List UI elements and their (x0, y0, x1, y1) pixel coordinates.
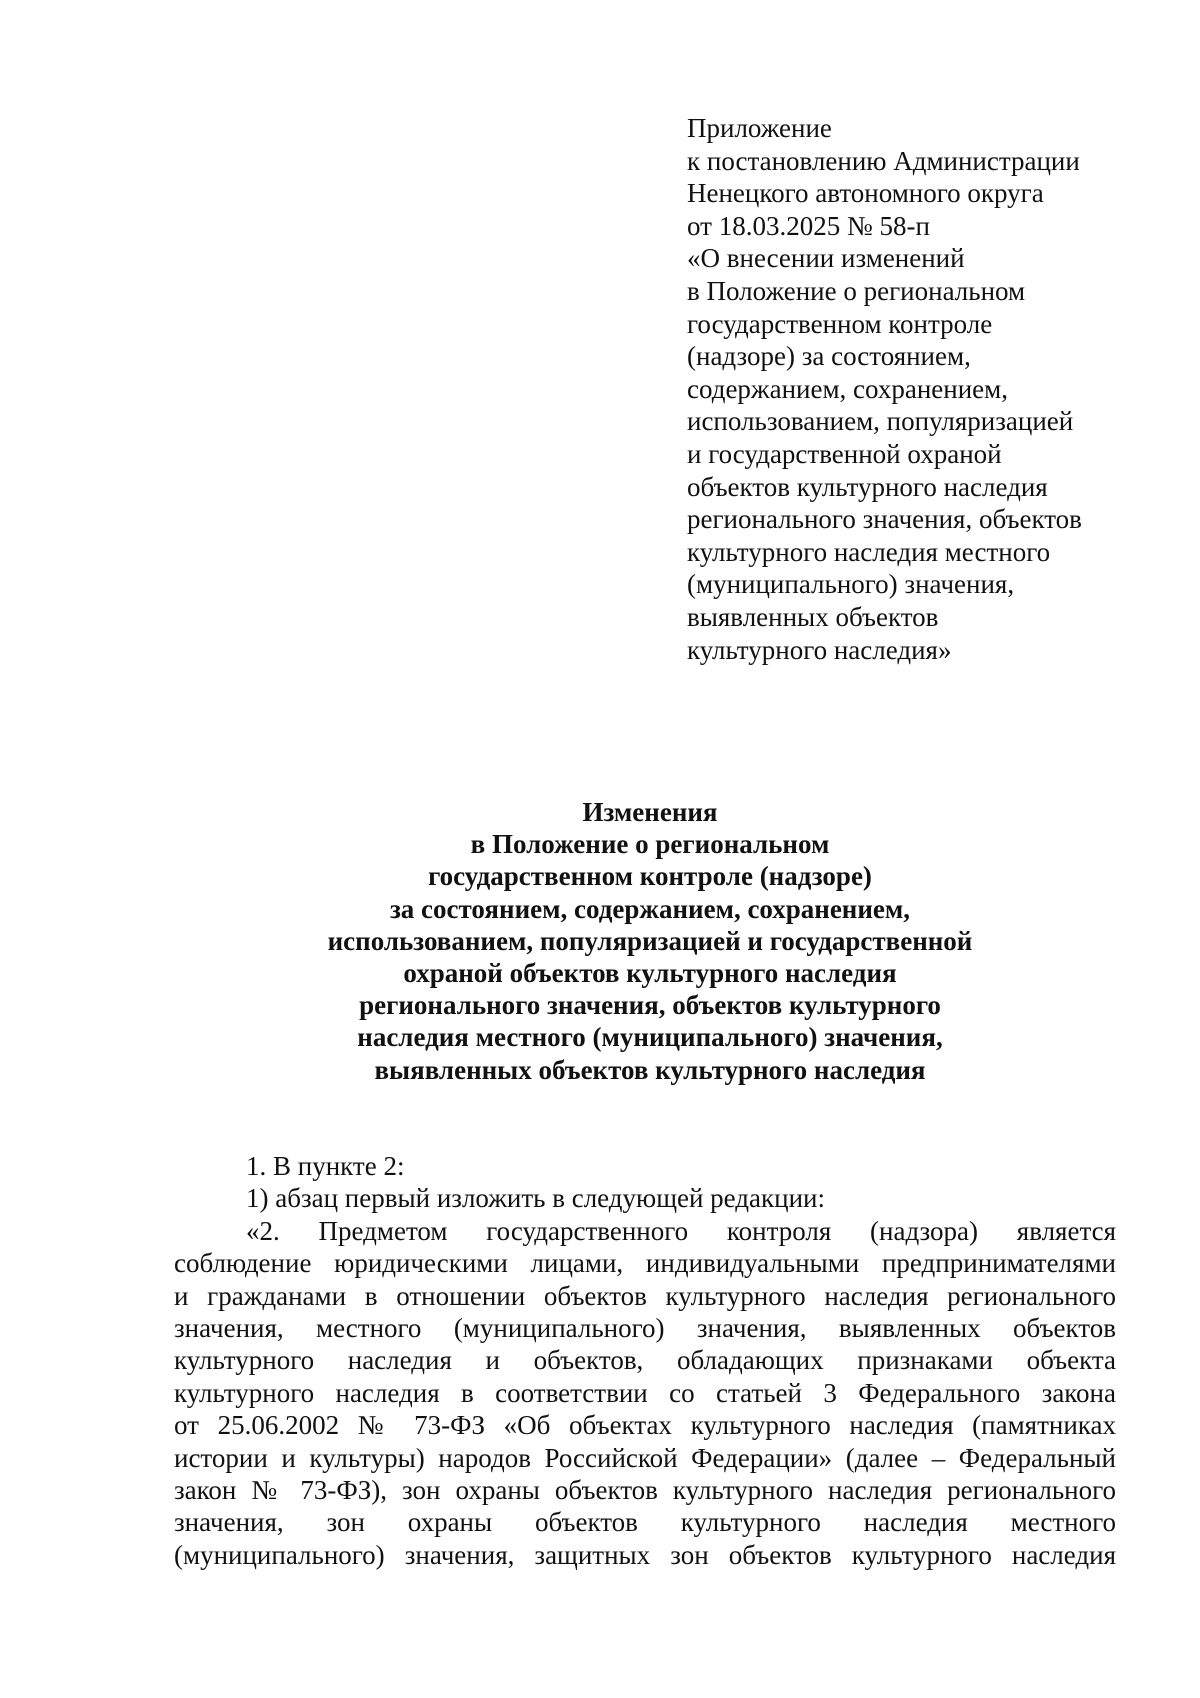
appendix-line: объектов культурного наследия (687, 471, 1048, 502)
title-line: выявленных объектов культурного наследия (374, 1054, 926, 1085)
quote-line: значения, местного (муниципального) значения, выявленных объектов (174, 1313, 1116, 1344)
item-paragraph: 1. В пункте 2: (246, 1151, 405, 1181)
document-body (174, 1150, 1116, 1571)
appendix-line: культурного наследия местного (687, 536, 1051, 567)
quote-line: истории и культуры) народов Российской Федерации» (далее – Федеральный (174, 1442, 1116, 1473)
subitem-paragraph: 1) абзац первый изложить в следующей редакции: (246, 1183, 825, 1214)
appendix-line: (муниципального) значения, (687, 569, 1015, 600)
appendix-line: и государственной охраной (687, 438, 1002, 469)
quote-line: культурного наследия в соответствии со статьей 3 Федерального закона (174, 1377, 1116, 1408)
appendix-line: использованием, популяризацией (687, 406, 1074, 437)
appendix-line: содержанием, сохранением, (687, 373, 1008, 404)
quote-line: (муниципального) значения, защитных зон объектов культурного наследия (174, 1539, 1116, 1570)
title-line: в Положение о региональном (470, 829, 830, 860)
quote-line: значения, зон охраны объектов культурного наследия местного (174, 1507, 1116, 1538)
quote-line: соблюдение юридическими лицами, индивидуальными предпринимателями (174, 1248, 1116, 1279)
appendix-line: «О внесении изменений (687, 243, 965, 274)
appendix-line: выявленных объектов (687, 601, 939, 632)
appendix-header (687, 112, 1157, 666)
quote-line: культурного наследия и объектов, обладающих признаками объекта (174, 1345, 1116, 1376)
appendix-line: культурного наследия» (687, 634, 952, 665)
title-line: охраной объектов культурного наследия (403, 958, 897, 989)
title-line: за состоянием, содержанием, сохранением, (389, 893, 911, 924)
title-line: регионального значения, объектов культурного (359, 990, 941, 1021)
appendix-line: к постановлению Администрации (687, 145, 1080, 176)
title-line: Изменения (582, 797, 718, 827)
quote-line: и гражданами в отношении объектов культурного наследия регионального (174, 1280, 1116, 1311)
appendix-line: регионального значения, объектов (687, 504, 1082, 535)
title-line: использованием, популяризацией и государственной (327, 925, 973, 956)
quote-line: от 25.06.2002 № 73-ФЗ «Об объектах культурного наследия (памятниках (174, 1410, 1116, 1441)
title-line: наследия местного (муниципального) значения, (357, 1022, 943, 1053)
quote-line: закон № 73-ФЗ), зон охраны объектов культурного наследия регионального (174, 1475, 1116, 1506)
appendix-line: (надзоре) за состоянием, (687, 341, 971, 372)
quote-line: «2. Предметом государственного контроля (надзора) является (246, 1215, 1116, 1246)
appendix-line: Приложение (687, 113, 832, 143)
appendix-line: от 18.03.2025 № 58-п (687, 210, 930, 241)
appendix-line: в Положение о региональном (687, 275, 1026, 306)
appendix-line: государственном контроле (687, 308, 993, 339)
title-line: государственном контроле (надзоре) (428, 861, 872, 892)
document-title (250, 796, 1050, 1086)
appendix-line: Ненецкого автономного округа (687, 178, 1044, 209)
